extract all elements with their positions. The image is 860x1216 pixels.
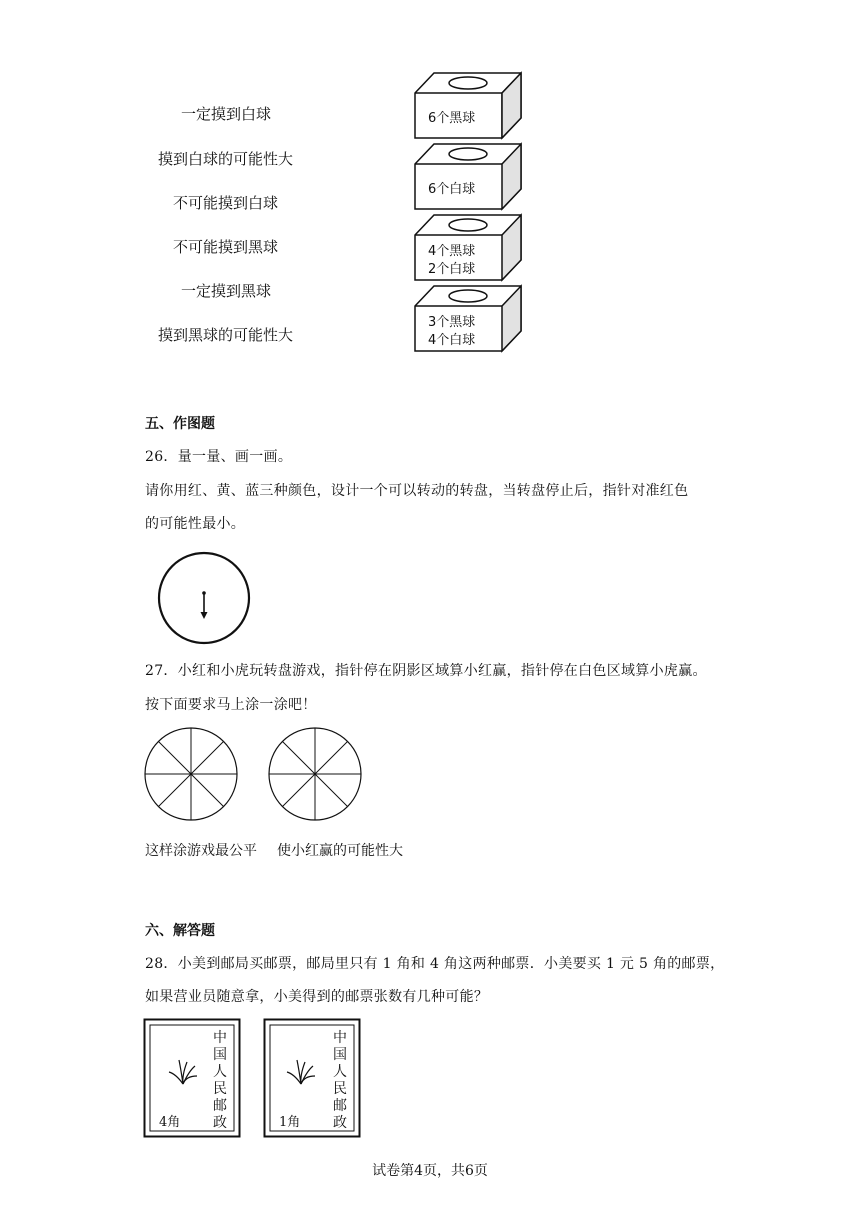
q26-text-line-1: 请你用红、黄、蓝三种颜色，设计一个可以转动的转盘，当转盘停止后，指针对准红色 xyxy=(145,483,689,499)
stamp-4-jiao-char-3: 人 xyxy=(213,1064,227,1080)
page-number-label: 试卷第4页，共6页 xyxy=(372,1163,488,1179)
stamp-4-jiao-value: 4角 xyxy=(159,1115,181,1130)
box-hole-icon xyxy=(449,219,487,231)
box-hole-icon xyxy=(449,77,487,89)
stamp-1-jiao-char-4: 民 xyxy=(333,1081,347,1097)
box-hole-icon xyxy=(449,148,487,160)
q27-caption-fair: 这样涂游戏最公平 xyxy=(145,843,257,859)
spinner-red-favored[interactable] xyxy=(269,728,361,820)
stamp-1-jiao-char-1: 中 xyxy=(333,1030,347,1046)
q28-text-line-1: 28．小美到邮局买邮票，邮局里只有 1 角和 4 角这两种邮票．小美要买 1 元 5 角的邮票， xyxy=(145,956,725,972)
stamps-figure xyxy=(143,1018,363,1140)
ball-box-4-line-1: 3个黑球 xyxy=(428,315,476,330)
match-left-item-4: 不可能摸到黑球 xyxy=(173,238,279,256)
stamp-4-jiao-char-6: 政 xyxy=(213,1115,227,1131)
ball-box-4-line-2: 4个白球 xyxy=(428,333,476,348)
page-footer xyxy=(0,1160,860,1180)
ball-box-3 xyxy=(415,215,521,280)
match-left-item-1: 一定摸到白球 xyxy=(181,105,272,123)
stamp-4-jiao-char-2: 国 xyxy=(213,1047,227,1063)
ball-box-2-line-1: 6个白球 xyxy=(428,182,476,197)
q28-text-line-2: 如果营业员随意拿，小美得到的邮票张数有几种可能？ xyxy=(145,989,489,1005)
q27-text-line-2: 按下面要求马上涂一涂吧！ xyxy=(145,697,317,713)
stamp-1-jiao-char-2: 国 xyxy=(333,1047,347,1063)
spinner-fair[interactable] xyxy=(145,728,237,820)
stamp-4-jiao-char-5: 邮 xyxy=(213,1098,227,1114)
ball-box-3-line-2: 2个白球 xyxy=(428,262,476,277)
stamp-4-jiao-char-4: 民 xyxy=(213,1081,227,1097)
q27-captions xyxy=(145,840,403,860)
ball-box-3-line-1: 4个黑球 xyxy=(428,244,476,259)
stamp-1-jiao-value: 1角 xyxy=(279,1115,301,1130)
match-left-item-3: 不可能摸到白球 xyxy=(173,194,279,212)
match-left-item-5: 一定摸到黑球 xyxy=(181,282,272,300)
stamp-1-jiao xyxy=(265,1020,360,1137)
section-5-heading: 五、作图题 xyxy=(145,416,215,432)
stamp-4-jiao-char-1: 中 xyxy=(213,1030,227,1046)
stamp-1-jiao-char-6: 政 xyxy=(333,1115,347,1131)
ball-box-4 xyxy=(415,286,521,351)
stamp-1-jiao-char-3: 人 xyxy=(333,1064,347,1080)
q26-text-line-2: 的可能性最小。 xyxy=(145,516,246,532)
q27-text-line-1: 27．小红和小虎玩转盘游戏，指针停在阴影区域算小红赢，指针停在白色区域算小虎赢。 xyxy=(145,663,707,679)
ball-boxes-figure xyxy=(405,66,535,361)
match-left-item-2: 摸到白球的可能性大 xyxy=(158,150,294,168)
section-6-heading: 六、解答题 xyxy=(145,923,215,939)
q26-title: 26．量一量、画一画。 xyxy=(145,449,293,465)
ball-box-2 xyxy=(415,144,521,209)
ball-box-1 xyxy=(415,73,521,138)
spinners-8-sectors xyxy=(140,725,380,825)
q27-caption-red-favored: 使小红赢的可能性大 xyxy=(277,843,403,859)
stamp-4-jiao xyxy=(145,1020,240,1137)
match-left-item-6: 摸到黑球的可能性大 xyxy=(158,326,294,344)
ball-box-1-line-1: 6个黑球 xyxy=(428,111,476,126)
spinner-blank xyxy=(150,548,260,648)
stamp-1-jiao-char-5: 邮 xyxy=(333,1098,347,1114)
box-hole-icon xyxy=(449,290,487,302)
